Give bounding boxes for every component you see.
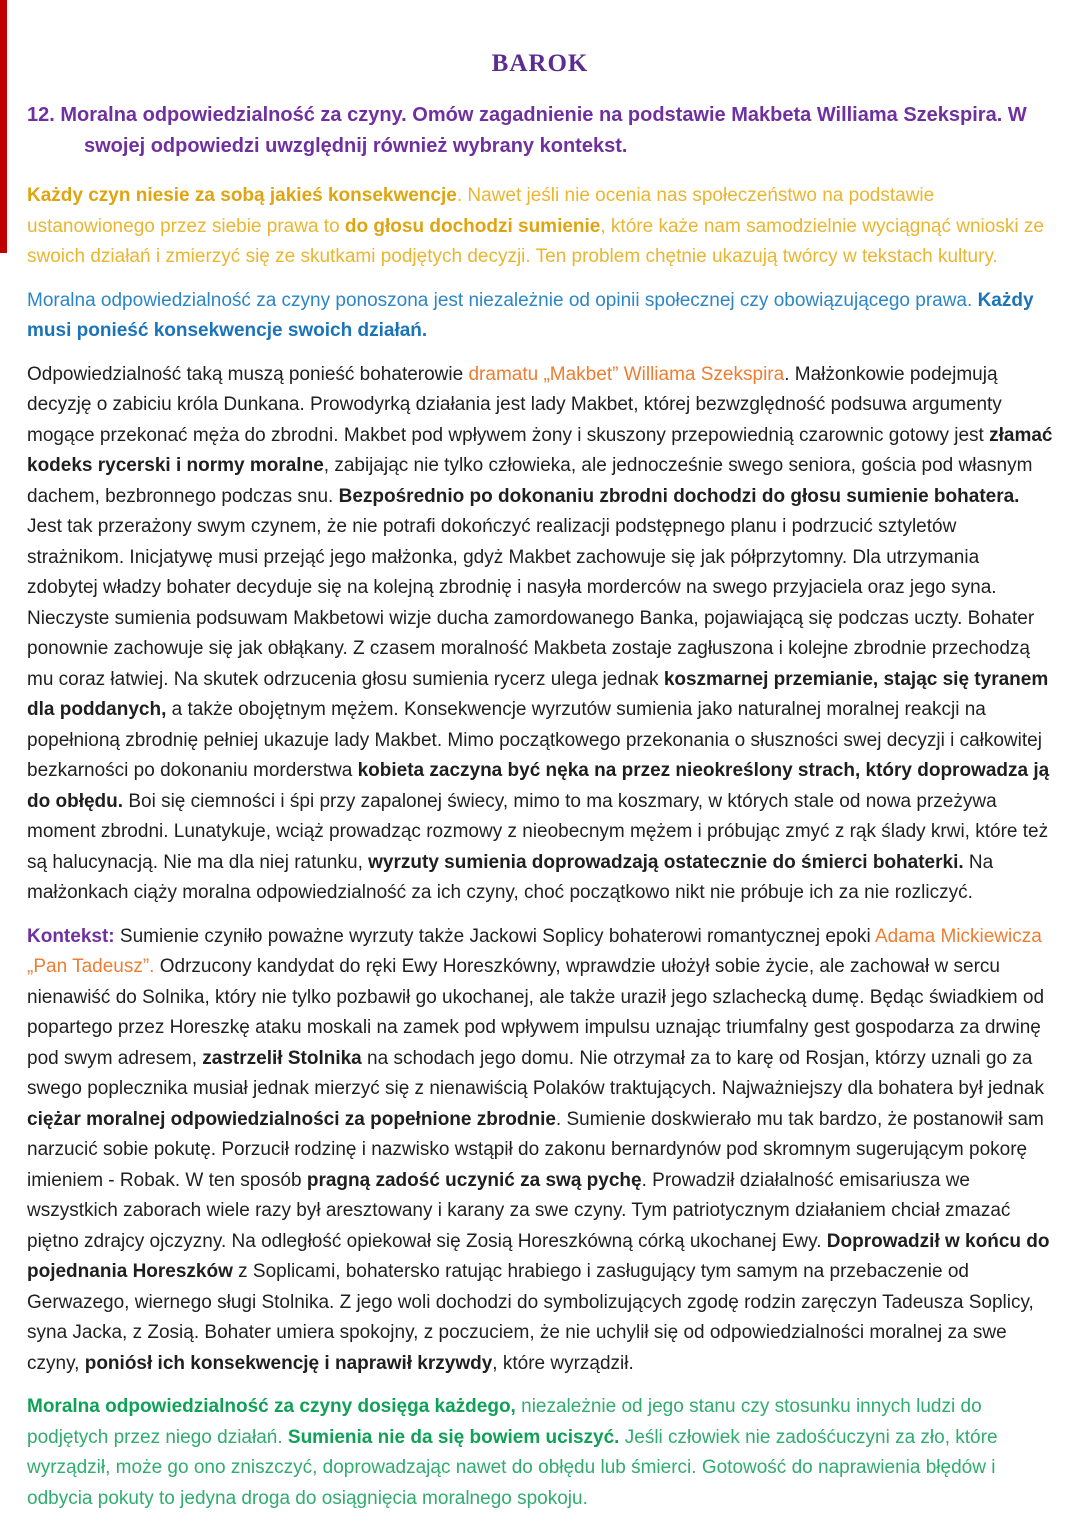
text-segment: na schodach jego domu. Nie otrzymał za to karę od Rosjan, którzy uznali go za swego poplecznika musiał jednak mierzyć się z nienawiścią Polaków traktujących. Najważniejszy dla bohatera był jednak — [27, 1047, 1044, 1099]
text-segment: pragną zadość uczynić za swą pychę — [306, 1169, 642, 1191]
question-heading — [27, 100, 1053, 162]
text-segment: , które wyrządził. — [492, 1352, 634, 1374]
text-segment: a także obojętnym mężem. Konsekwencje wyrzutów sumienia jako naturalnej moralnej reakcji na popełnioną zbrodnię pełniej ukazuje lady Makbet. Mimo początkowego przekonania o słuszności swej decyzji i całkowitej bezkarności po dokonaniu morderstwa — [27, 699, 1042, 781]
text-segment: , które każe nam samodzielnie wyciągnąć wnioski ze swoich działań i zmierzyć się ze skutkami podjętych decyzji. Ten problem chętnie ukazują twórcy w tekstach kultury. — [27, 215, 1044, 267]
intro-paragraph — [27, 181, 1053, 273]
text-segment: Jeśli człowiek nie zadośćuczyni za zło, które wyrządził, może go ono zniszczyć, doprowadzając nawet do obłędu lub śmierci. Gotowość do naprawienia błędów i odbycia pokuty to jedyna droga do osiągnięcia moralnego spokoju. — [27, 1426, 998, 1509]
text-segment: Moralna odpowiedzialność za czyny dosięga każdego, — [27, 1396, 516, 1417]
text-segment: z Soplicami, bohatersko ratując hrabiego i zasługujący tym samym na przebaczenie od Gerwazego, wiernego sługi Stolnika. Z jego woli dochodzi do symbolizujących zgodę rodzin zaręczyn Tadeusza Soplicy, syna Jacka, z Zosią. Bohater umiera spokojny, z poczuciem, że nie uchylił się od odpowiedzialności moralnej za swe czyny, — [27, 1261, 1034, 1374]
text-segment: Odpowiedzialność taką muszą ponieść bohaterowie — [27, 363, 469, 385]
text-segment: złamać kodeks rycerski i normy moralne — [27, 424, 1053, 476]
text-segment: 12. Moralna odpowiedzialność za czyny. Omów zagadnienie na podstawie Makbeta Williama Szekspira. W swojej odpowiedzi uwzględnij również wybrany kontekst. — [27, 104, 1027, 157]
red-accent-strip — [0, 0, 7, 253]
text-segment: Sumienie czyniło poważne wyrzuty także Jackowi Soplicy bohaterowi romantycznej epoki — [114, 925, 875, 947]
text-segment: Moralna odpowiedzialność za czyny ponoszona jest niezależnie od opinii społecznej czy obowiązującego prawa. — [27, 289, 978, 311]
conclusion-paragraph — [27, 1392, 1053, 1514]
text-segment: Adama Mickiewicza „Pan Tadeusz”. — [27, 925, 1042, 977]
text-segment: wyrzuty sumienia doprowadzają ostatecznie do śmierci bohaterki. — [368, 851, 964, 873]
text-segment: kobieta zaczyna być nęka na przez nieokreślony strach, który doprowadza ją do obłędu. — [27, 760, 1050, 812]
text-segment: koszmarnej przemianie, stając się tyranem dla poddanych, — [27, 668, 1049, 720]
text-segment: poniósł ich konsekwencję i naprawił krzywdy — [84, 1352, 493, 1374]
thesis-paragraph — [27, 286, 1053, 347]
text-segment: Kontekst: — [27, 925, 115, 947]
text-segment: , zabijając nie tylko człowieka, ale jednocześnie swego seniora, gościa pod własnym dachem, bezbronnego podczas snu. — [27, 455, 1033, 507]
text-segment: ciężar moralnej odpowiedzialności za popełnione zbrodnie — [27, 1108, 556, 1130]
text-segment: zastrzelił Stolnika — [202, 1047, 362, 1069]
kontekst-paragraph — [27, 922, 1053, 1380]
text-segment: . Małżonkowie podejmują decyzję o zabiciu króla Dunkana. Prowodyrką działania jest lady Makbet, której bezwzględność podsuwa argumenty mogące przekonać męża do zbrodni. Makbet pod wpływem żony i skuszony przepowiednią czarownic gotowy jest — [27, 363, 1002, 446]
text-segment: dramatu „Makbet” Williama Szekspira — [468, 363, 785, 385]
text-segment: niezależnie od jego stanu czy stosunku innych ludzi do podjętych przez niego działań. — [27, 1396, 982, 1448]
text-segment: Jest tak przerażony swym czynem, że nie potrafi dokończyć realizacji podstępnego planu i podrzucić sztyletów strażnikom. Inicjatywę musi przejąć jego małżonka, gdyż Makbet zachowuje się jak półprzytomny. Dla utrzymania zdobytej władzy bohater decyduje się na kolejną zbrodnię i nasyła morderców na swego przyjaciela oraz jego syna. Nieczyste sumienia podsuwam Makbetowi wizje ducha zamordowanego Banka, pojawiającą się podczas uczty. Bohater ponownie zachowuje się jak obłąkany. Z czasem moralność Makbeta zostaje zagłuszona i kolejne zbrodnie przechodzą mu coraz łatwiej. Na skutek odrzucenia głosu sumienia rycerz ulega jednak — [27, 516, 1035, 690]
makbet-analysis-paragraph — [27, 360, 1053, 909]
text-segment: . Sumienie doskwierało mu tak bardzo, że postanowił sam narzucić sobie pokutę. Porzucił rodzinę i nazwisko wstąpił do zakonu bernardynów pod skromnym sugerującym pokorę imieniem - Robak. W ten sposób — [27, 1108, 1044, 1191]
text-segment: Bezpośrednio po dokonaniu zbrodni dochodzi do głosu sumienie bohatera. — [338, 485, 1020, 507]
page-title: BAROK — [491, 50, 589, 77]
text-segment: Każdy musi ponieść konsekwencje swoich działań. — [27, 289, 1034, 341]
text-segment: do głosu dochodzi sumienie — [344, 215, 601, 237]
text-segment: Na małżonkach ciąży moralna odpowiedzialność za ich czyny, choć początkowo nikt nie próbuje ich za nie rozliczyć. — [27, 851, 994, 903]
text-segment: Sumienia nie da się bowiem uciszyć. — [287, 1426, 620, 1448]
text-segment: Odrzucony kandydat do ręki Ewy Horeszkówny, wprawdzie ułożył sobie życie, ale zachował w sercu nienawiść do Solnika, który nie tylko pozbawił go ukochanej, ale także uraził jego szlachecką dumę. Będąc świadkiem od popartego przez Horeszkę ataku moskali na zamek pod wpływem impulsu uznając triumfalny gest gospodarza za drwinę pod swym adresem, — [27, 956, 1045, 1069]
text-segment: Boi się ciemności i śpi przy zapalonej świecy, mimo to ma koszmary, w których stale od nowa przeżywa moment zbrodni. Lunatykuje, wciąż prowadząc rozmowy z nieobecnym mężem i próbując zmyć z rąk ślady krwi, które też są halucynacją. Nie ma dla niej ratunku, — [27, 790, 1049, 873]
text-segment: Każdy czyn niesie za sobą jakieś konsekwencje — [27, 185, 457, 206]
text-segment: Doprowadził w końcu do pojednania Horeszków — [27, 1230, 1050, 1282]
text-segment: . Nawet jeśli nie ocenia nas społeczeństwo na podstawie ustanowionego przez siebie prawa to — [27, 185, 935, 237]
text-segment: . Prowadził działalność emisariusza we wszystkich zaborach wiele razy był aresztowany i karany za swe czyny. Tym patriotycznym działaniem chciał zmazać piętno zdrajcy ojczyzny. Na odległość opiekował się Zosią Horeszkówną córką ukochanej Ewy. — [27, 1169, 1011, 1252]
